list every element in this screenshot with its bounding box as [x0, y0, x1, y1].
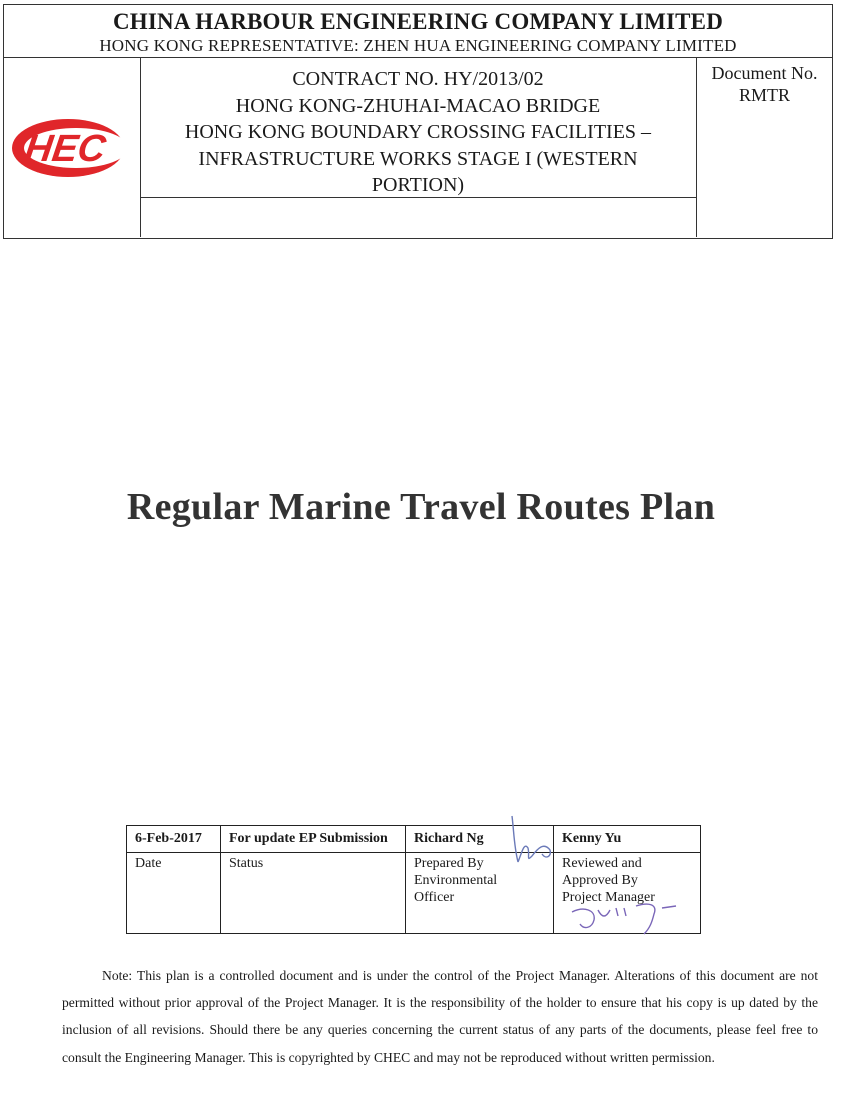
status-label: Status — [221, 853, 406, 934]
prepared-by-line: Officer — [414, 890, 455, 905]
table-row — [127, 826, 701, 853]
document-number-value: RMTR — [738, 85, 790, 105]
representative-line: HONG KONG REPRESENTATIVE: ZHEN HUA ENGINEERING COMPANY LIMITED — [99, 36, 737, 55]
approved-by-line: Project Manager — [562, 890, 655, 905]
issue-date: 6-Feb-2017 — [127, 826, 221, 853]
blank-cell — [140, 198, 696, 237]
project-name: HONG KONG-ZHUHAI-MACAO BRIDGE — [235, 94, 601, 117]
preparer-signature — [500, 812, 560, 872]
note-text: Note: This plan is a controlled document and is under the control of the Project Manager. Alterations of this document are not permitted without prior approval of the Project Manager. It is the responsibility of the holder to ensure that his copy is up dated by the inclusion of all revisions. Should there be any queries concerning the current status of any parts of the documents, please feel free to consult the Engineering Manager. This is copyrighted by CHEC and may not be reproduced without written permission. — [62, 968, 818, 1065]
preparer-name: Richard Ng — [406, 826, 554, 853]
date-label: Date — [127, 853, 221, 934]
company-banner — [4, 5, 832, 58]
approved-by-line: Approved By — [562, 873, 638, 888]
svg-text:HEC: HEC — [22, 127, 109, 170]
control-note — [62, 962, 818, 1071]
project-subtitle-line: PORTION) — [371, 174, 465, 196]
contract-info — [140, 57, 696, 198]
approver-name: Kenny Yu — [554, 826, 701, 853]
document-number-cell — [696, 57, 832, 237]
prepared-by-line: Environmental — [414, 873, 498, 888]
prepared-by-line: Prepared By — [414, 856, 484, 871]
project-subtitle-line: INFRASTRUCTURE WORKS STAGE I (WESTERN — [198, 147, 638, 170]
header-box — [3, 4, 833, 239]
document-title: Regular Marine Travel Routes Plan — [126, 486, 716, 528]
project-subtitle-line: HONG KONG BOUNDARY CROSSING FACILITIES – — [184, 121, 652, 143]
issue-status: For update EP Submission — [221, 826, 406, 853]
document-number-label: Document No. — [711, 63, 818, 83]
contract-number: CONTRACT NO. HY/2013/02 — [292, 68, 544, 90]
logo-cell — [4, 57, 141, 237]
chec-logo-icon — [4, 57, 140, 237]
approved-by-line: Reviewed and — [562, 856, 642, 871]
company-name: CHINA HARBOUR ENGINEERING COMPANY LIMITED — [112, 9, 724, 34]
approver-signature — [566, 896, 686, 936]
